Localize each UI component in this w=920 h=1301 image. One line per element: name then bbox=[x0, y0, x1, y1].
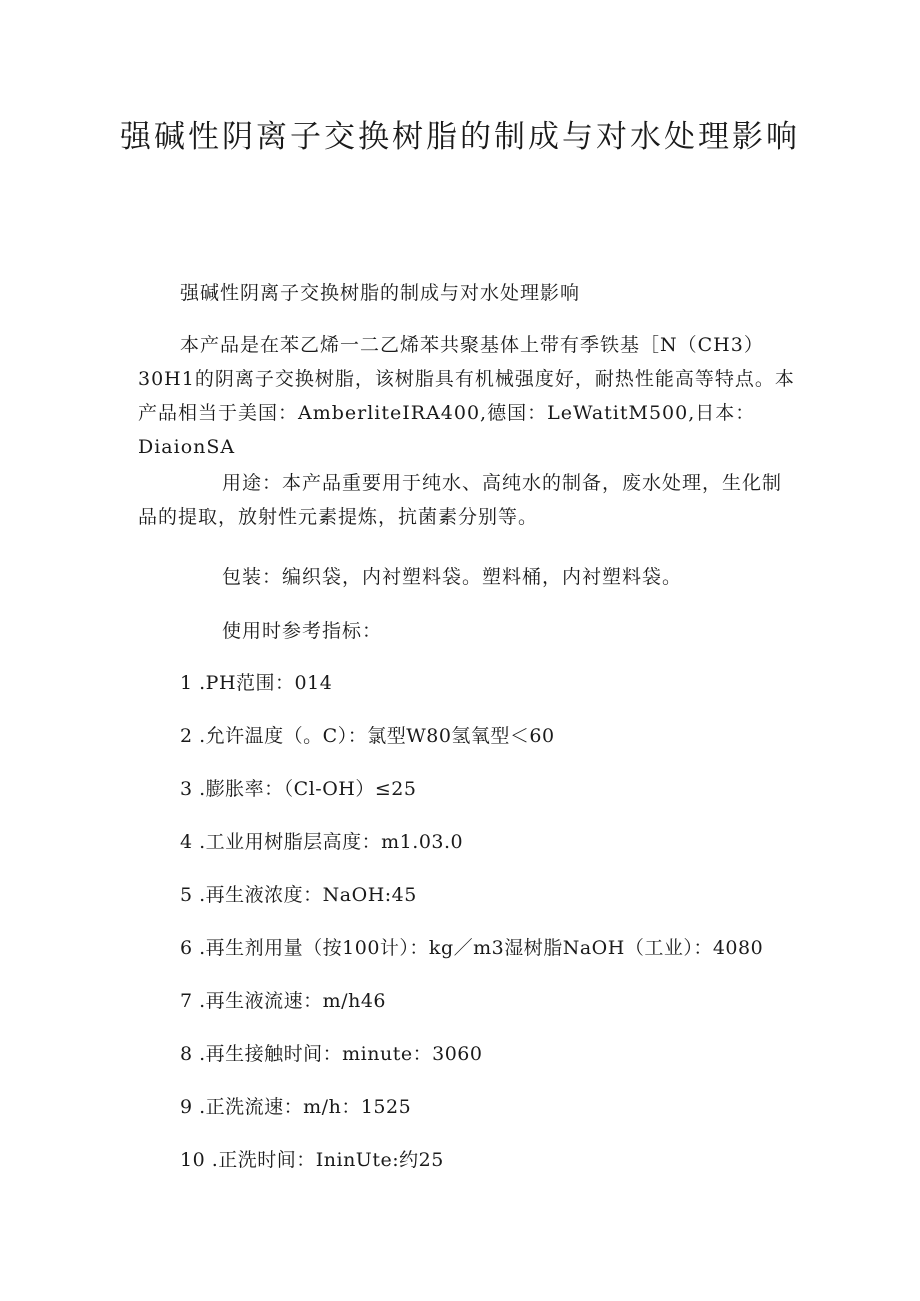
document-title: 强碱性阴离子交换树脂的制成与对水处理影响 bbox=[120, 119, 800, 155]
spec-item: 3 .膨胀率：（Cl-OH）≤25 bbox=[180, 778, 417, 800]
spec-item: 7 .再生液流速：m/h46 bbox=[180, 990, 386, 1012]
packaging-paragraph: 包装：编织袋，内衬塑料袋。塑料桶，内衬塑料袋。 bbox=[222, 566, 683, 588]
spec-item: 9 .正洗流速：m/h：1525 bbox=[180, 1096, 412, 1118]
intro-paragraph: 本产品是在苯乙烯一二乙烯苯共聚基体上带有季铁基［N（CH3）30H1的阴离子交换树脂，该树脂具有机械强度好，耐热性能高等特点。本产品相当于美国：AmberliteIRA400,德国：LeWatitM500,日本：DiaionSA bbox=[138, 334, 795, 458]
spec-item: 5 .再生液浓度：NaOH:45 bbox=[180, 884, 417, 906]
spec-item: 2 .允许温度（。C）：氯型W80氢氧型＜60 bbox=[180, 725, 555, 747]
spec-item: 1 .PH范围：014 bbox=[180, 672, 333, 694]
reference-heading: 使用时参考指标： bbox=[222, 620, 383, 642]
spec-item: 10 .正洗时间：IninUte:约25 bbox=[180, 1149, 444, 1171]
usage-paragraph: 用途：本产品重要用于纯水、高纯水的制备，废水处理，生化制品的提取，放射性元素提炼，抗菌素分别等。 bbox=[138, 472, 783, 528]
spec-item: 6 .再生剂用量（按100计）：kg／m3湿树脂NaOH（工业）：4080 bbox=[180, 937, 764, 959]
spec-item: 4 .工业用树脂层高度：m1.03.0 bbox=[180, 831, 464, 853]
subtitle: 强碱性阴离子交换树脂的制成与对水处理影响 bbox=[180, 282, 581, 304]
spec-item: 8 .再生接触时间：minute：3060 bbox=[180, 1043, 483, 1065]
